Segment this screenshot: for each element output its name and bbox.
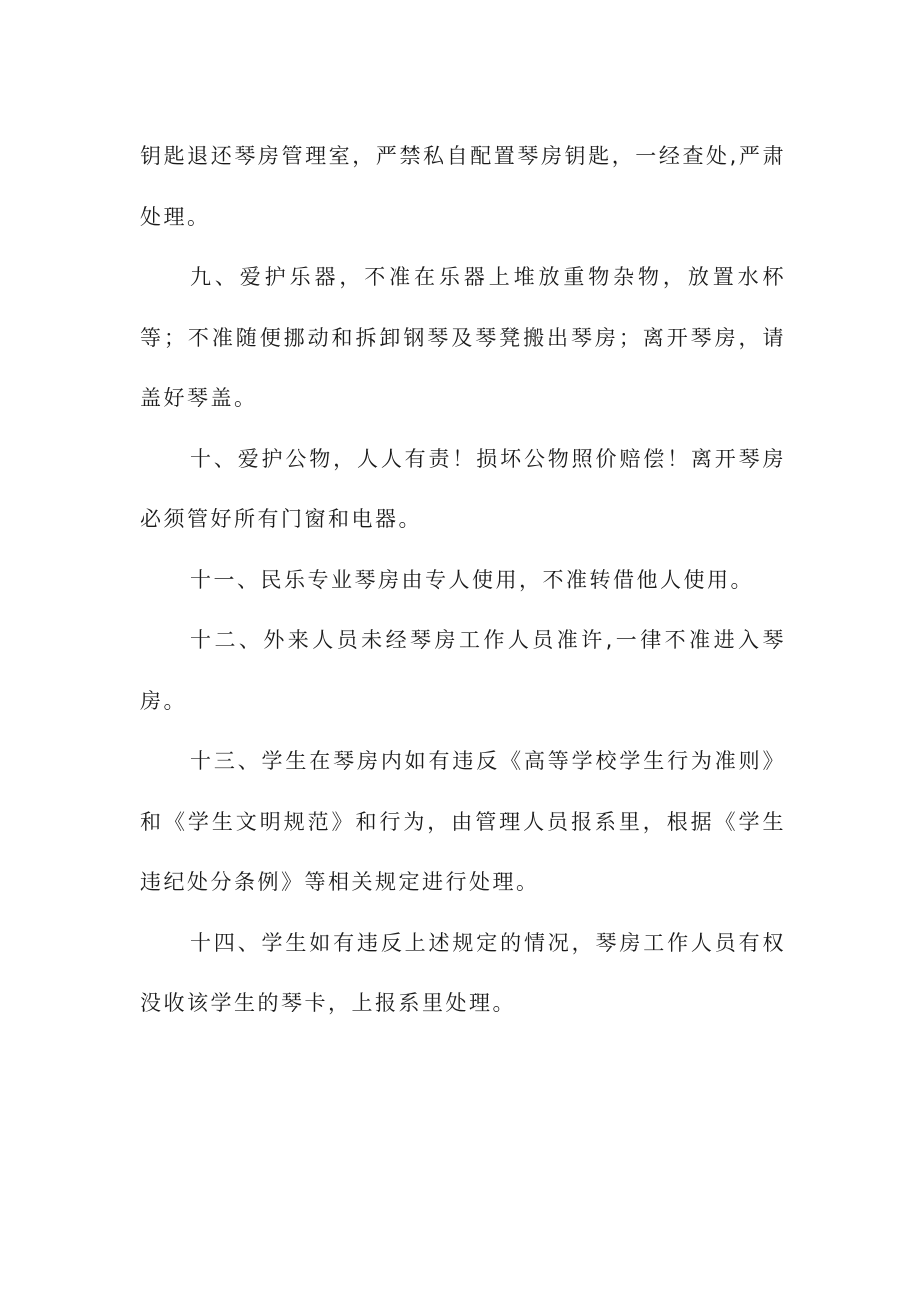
paragraph-rule-10: 十、爱护公物，人人有责！损坏公物照价赔偿！离开琴房必须管好所有门窗和电器。 xyxy=(140,446,786,531)
paragraph-rule-12: 十二、外来人员未经琴房工作人员准许,一律不准进入琴房。 xyxy=(140,628,786,713)
paragraph-key-return: 钥匙退还琴房管理室，严禁私自配置琴房钥匙，一经查处,严肃处理。 xyxy=(140,144,786,229)
document-body xyxy=(140,126,786,1034)
paragraph-rule-13: 十三、学生在琴房内如有违反《高等学校学生行为准则》和《学生文明规范》和行为，由管理人员报系里，根据《学生违纪处分条例》等相关规定进行处理。 xyxy=(140,749,786,894)
paragraph-rule-11: 十一、民乐专业琴房由专人使用，不准转借他人使用。 xyxy=(190,567,754,592)
paragraph-rule-14: 十四、学生如有违反上述规定的情况，琴房工作人员有权没收该学生的琴卡，上报系里处理。 xyxy=(140,930,786,1015)
paragraph-rule-9: 九、爱护乐器，不准在乐器上堆放重物杂物，放置水杯等；不准随便挪动和拆卸钢琴及琴凳搬出琴房；离开琴房，请盖好琴盖。 xyxy=(140,265,786,410)
